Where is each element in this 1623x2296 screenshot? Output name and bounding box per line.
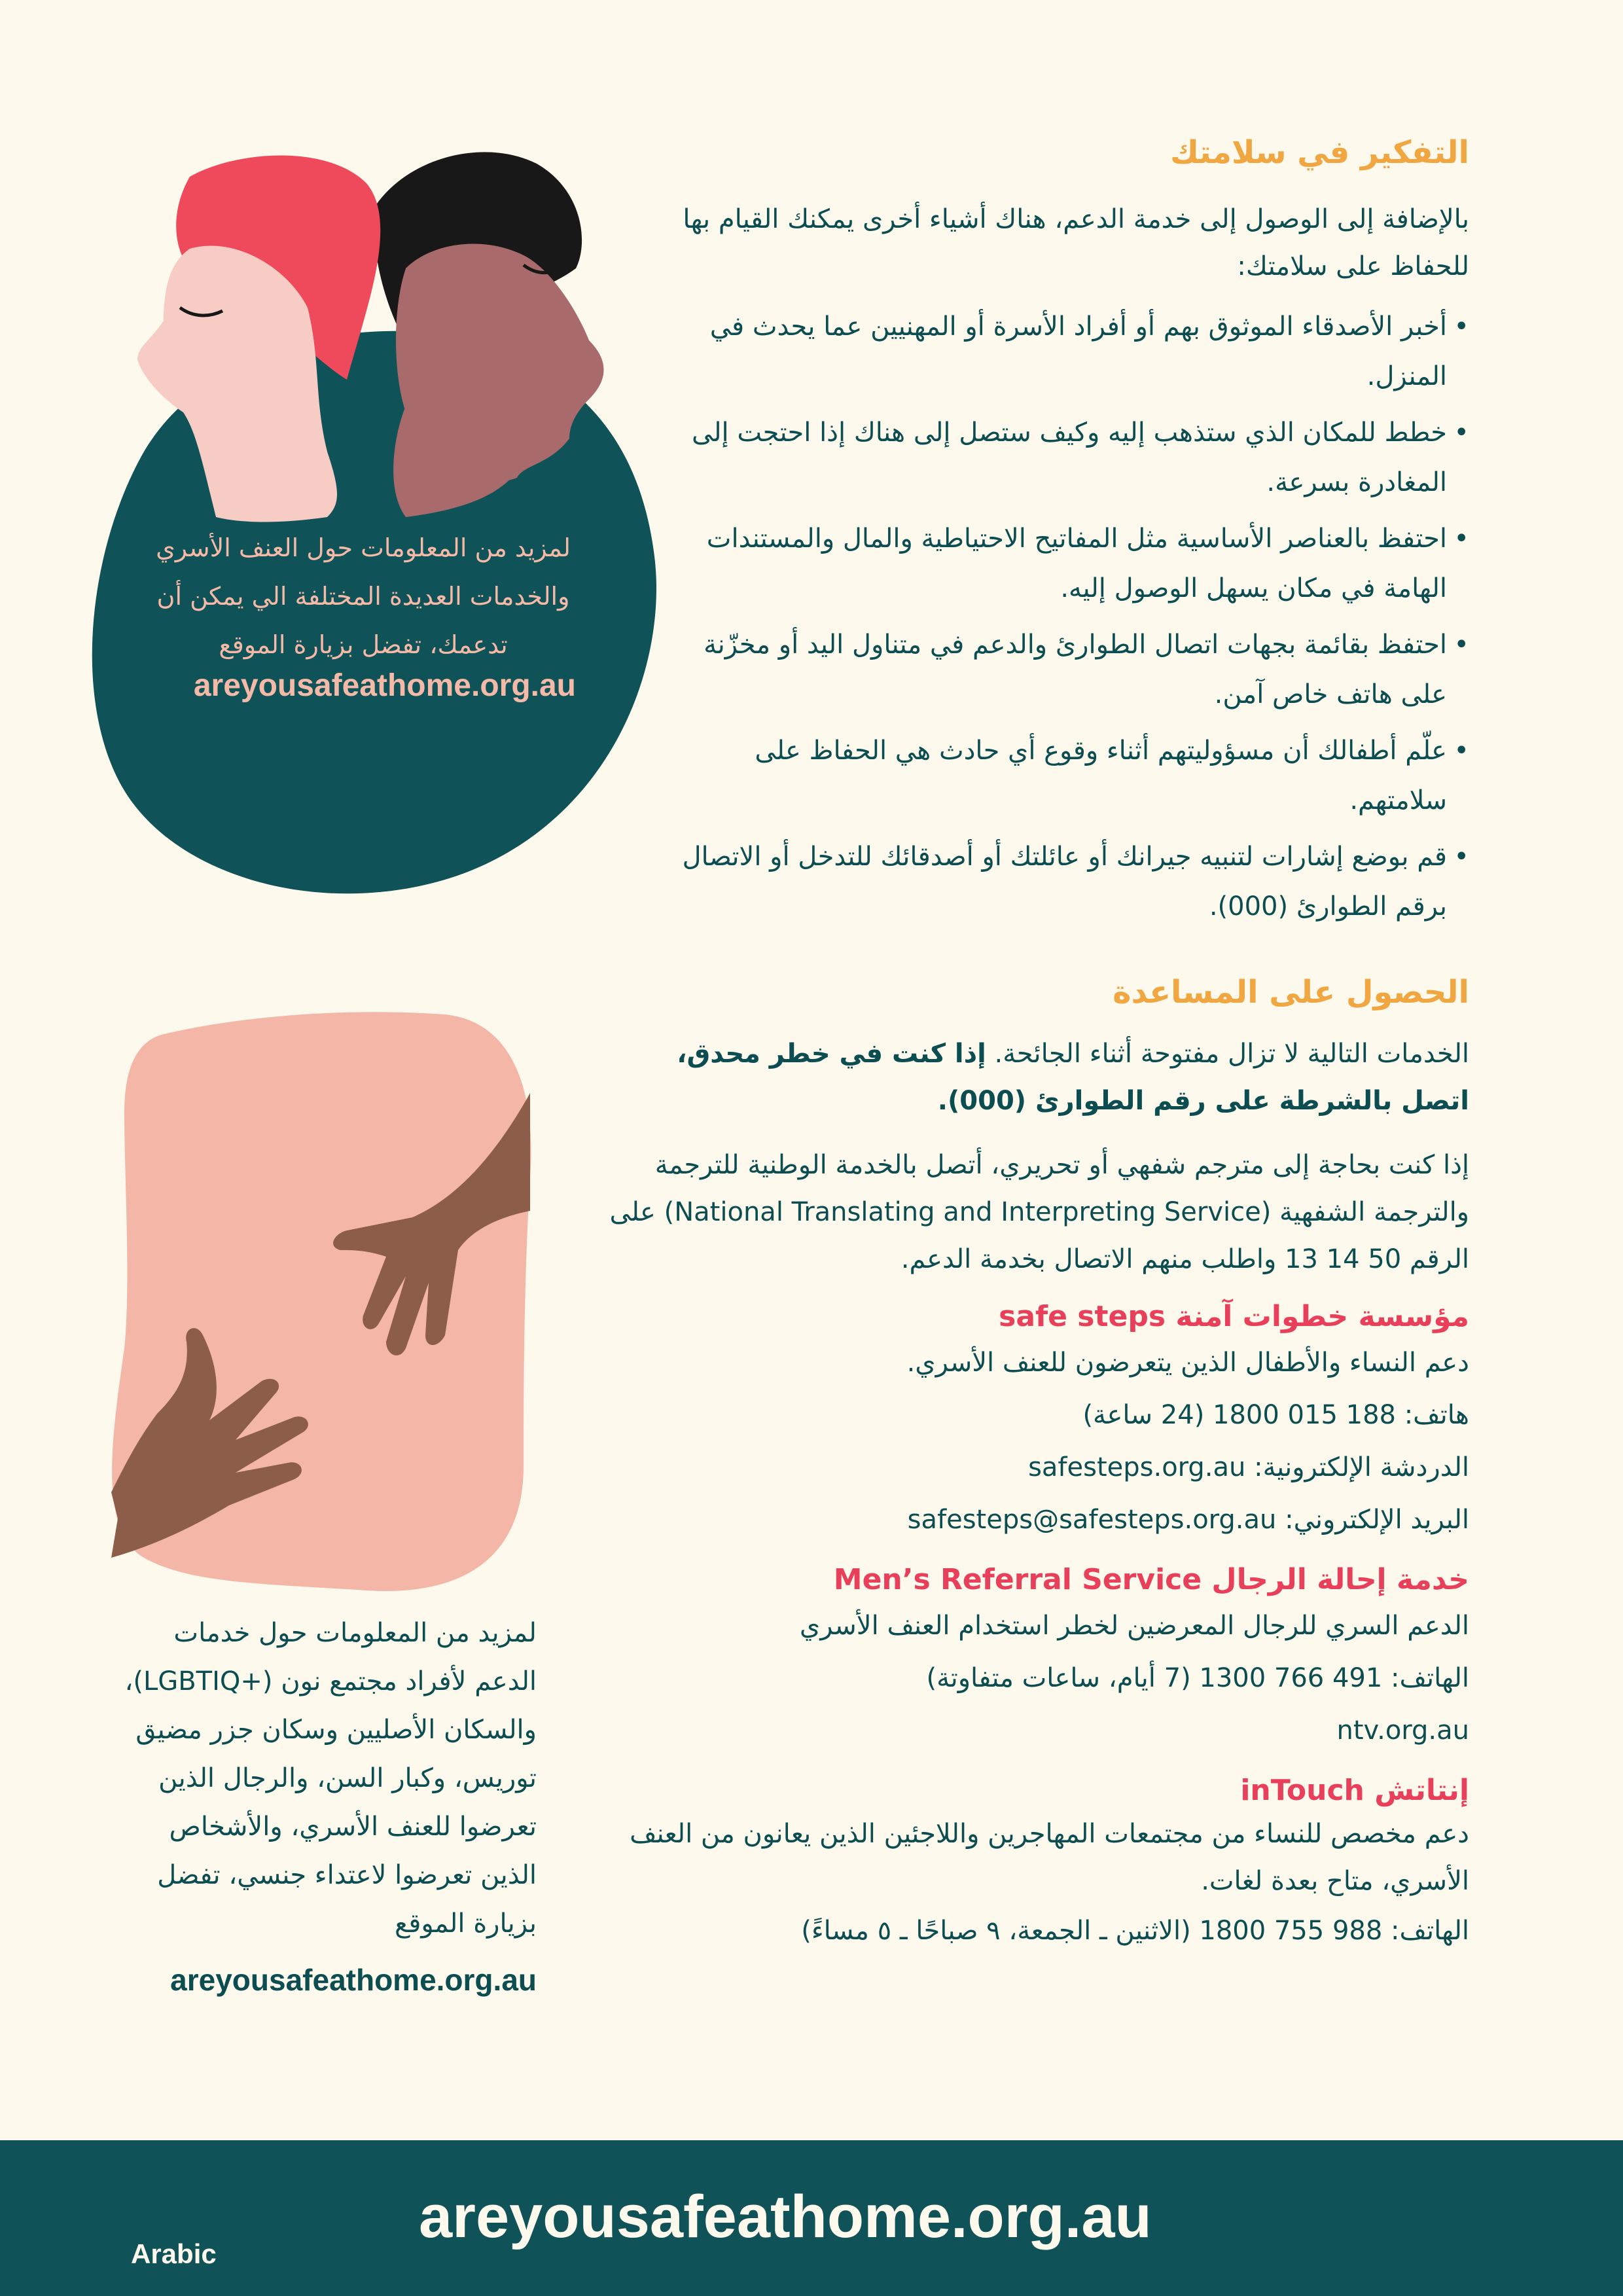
service-title: إنتاتش inTouch bbox=[1240, 1774, 1469, 1807]
list-item: • خطط للمكان الذي ستذهب إليه وكيف ستصل إلى هناك إذا احتجت إلى المغادرة بسرعة. bbox=[674, 408, 1469, 507]
service-phone[interactable]: الهاتف: 988 755 1800 (الاثنين ـ الجمعة، ٩ صباحًا ـ ٥ مساءً) bbox=[801, 1916, 1469, 1946]
interpreter-info: إذا كنت بحاجة إلى مترجم شفهي أو تحريري، أتصل بالخدمة الوطنية للترجمة والترجمة الشفهية (National Translating and Interpreting Service) على الرقم 50 14 13 واطلب منهم الاتصال بخدمة الدعم. bbox=[609, 1150, 1469, 1274]
help-heading: الحصول على المساعدة bbox=[1113, 974, 1469, 1011]
service-intouch bbox=[609, 1771, 1469, 1957]
footer-band bbox=[0, 2140, 1623, 2296]
service-email-link[interactable]: البريد الإلكتروني: safesteps@safesteps.org.au bbox=[907, 1505, 1469, 1535]
safety-bullet-list bbox=[674, 302, 1469, 931]
list-item: • أخبر الأصدقاء الموثوق بهم أو أفراد الأسرة أو المهنيين عما يحدث في المنزل. bbox=[674, 302, 1469, 401]
service-phone[interactable]: الهاتف: 491 766 1300 (7 أيام، ساعات متفاوتة) bbox=[926, 1663, 1469, 1693]
safety-section bbox=[674, 134, 1469, 938]
safety-intro: بالإضافة إلى الوصول إلى خدمة الدعم، هناك أشياء أخرى يمكنك القيام بها للحفاظ على سلامتك: bbox=[683, 204, 1469, 281]
footer-url-link[interactable]: areyousafeathome.org.au bbox=[419, 2183, 1152, 2250]
service-chat-link[interactable]: الدردشة الإلكترونية: safesteps.org.au bbox=[1028, 1452, 1469, 1482]
hands-illustration bbox=[105, 1008, 537, 1597]
service-title: مؤسسة خطوات آمنة safe steps bbox=[999, 1300, 1469, 1333]
list-item: • قم بوضع إشارات لتنبيه جيرانك أو عائلتك أو أصدقائك للتدخل أو الاتصال برقم الطوارئ (000). bbox=[674, 832, 1469, 931]
left-info-text: لمزيد من المعلومات حول خدمات الدعم لأفراد مجتمع نون (+LGBTIQ)، والسكان الأصليين وسكان جزر مضيق توريس، وكبار السن، والرجال الذين تعرضوا للعنف الأسري، والأشخاص الذين تعرضوا لاعتداء جنسي، تفضل بزيارة الموقع bbox=[124, 1618, 537, 1939]
list-item: • احتفظ بقائمة بجهات اتصال الطوارئ والدعم في متناول اليد أو مخزّنة على هاتف خاص آمن. bbox=[674, 620, 1469, 719]
service-phone[interactable]: هاتف: 188 015 1800 (24 ساعة) bbox=[1082, 1400, 1469, 1430]
faces-illustration bbox=[65, 98, 681, 923]
bubble-info-text: لمزيد من المعلومات حول العنف الأسري والخدمات العديدة المختلفة الي يمكن أن تدعمك، تفضل بزيارة الموقع bbox=[156, 533, 571, 659]
service-line: الدعم السري للرجال المعرضين لخطر استخدام العنف الأسري bbox=[799, 1611, 1469, 1641]
help-intro bbox=[609, 1030, 1469, 1124]
list-item: • احتفظ بالعناصر الأساسية مثل المفاتيح الاحتياطية والمال والمستندات الهامة في مكان يسهل الوصول إليه. bbox=[674, 514, 1469, 613]
left-info-url-link[interactable]: areyousafeathome.org.au bbox=[170, 1963, 537, 1997]
help-section bbox=[609, 974, 1469, 1957]
list-item: • علّم أطفالك أن مسؤوليتهم أثناء وقوع أي حادث هي الحفاظ على سلامتهم. bbox=[674, 726, 1469, 825]
service-safe-steps bbox=[609, 1297, 1469, 1546]
safety-heading: التفكير في سلامتك bbox=[1169, 134, 1469, 171]
bubble-url-link[interactable]: areyousafeathome.org.au bbox=[193, 668, 576, 703]
service-mens-referral bbox=[609, 1560, 1469, 1757]
service-title: خدمة إحالة الرجال Men’s Referral Service bbox=[833, 1563, 1469, 1596]
help-intro-plain: الخدمات التالية لا تزال مفتوحة أثناء الجائحة. bbox=[986, 1039, 1469, 1069]
service-website-link[interactable]: ntv.org.au bbox=[1336, 1715, 1469, 1746]
service-line: دعم مخصص للنساء من مجتمعات المهاجرين واللاجئين الذين يعانون من العنف الأسري، متاح بعدة لغات. bbox=[630, 1819, 1469, 1896]
service-line: دعم النساء والأطفال الذين يتعرضون للعنف الأسري. bbox=[906, 1348, 1469, 1378]
language-label: Arabic bbox=[131, 2238, 217, 2269]
help-intro-emergency: إذا كنت في خطر محدق، اتصل بالشرطة على رقم الطوارئ (000). bbox=[677, 1039, 1469, 1116]
